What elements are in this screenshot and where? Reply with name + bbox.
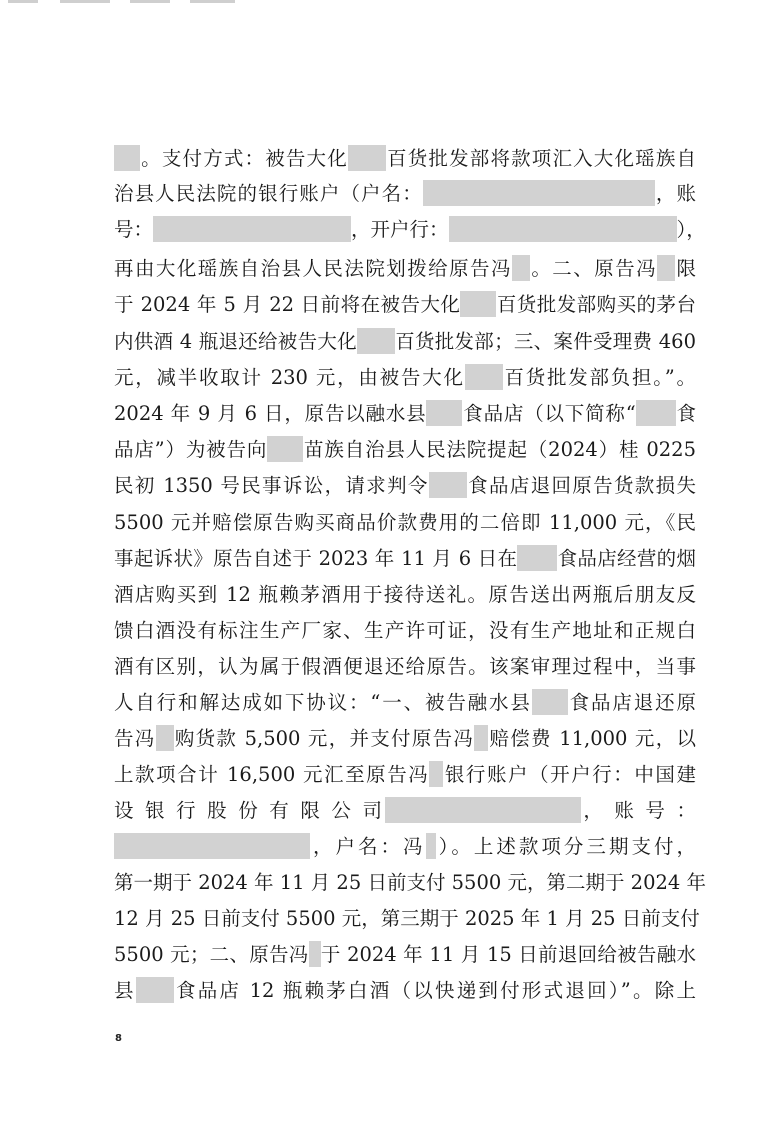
redaction-box — [465, 364, 503, 390]
text-line — [114, 578, 696, 612]
line-text: 食品店 12 瓶赖茅白酒（以快递到付形式退回）”。除上 — [173, 979, 696, 1002]
text-line — [114, 650, 696, 684]
line-text: 内供酒 4 瓶退还给被告大化 — [114, 330, 357, 353]
line-text: 民初 1350 号民事诉讼，请求判令 — [114, 474, 429, 497]
line-text: 设 银 行 股 份 有 限 公 司 — [114, 799, 385, 822]
redaction-box — [156, 725, 174, 751]
line-text: ，户名：冯 — [310, 835, 426, 858]
redaction-box — [474, 725, 488, 751]
line-text: 号： — [114, 218, 154, 241]
line-text: 5500 元；二、原告冯 — [114, 943, 309, 966]
line-text: 于 2024 年 5 月 22 日前将在被告大化 — [114, 293, 461, 316]
redaction-box — [426, 400, 462, 426]
line-text: ）， — [676, 218, 706, 241]
line-text: 食品店退回原告货款损失 — [466, 474, 696, 497]
text-line — [114, 830, 696, 864]
redaction-box — [114, 145, 140, 171]
redaction-box — [309, 941, 321, 967]
line-text: 百货批发部；三、案件受理费 460 — [394, 330, 697, 353]
text-line — [114, 686, 696, 720]
text-line — [114, 506, 696, 540]
redaction-box — [267, 436, 303, 462]
redaction-box — [512, 255, 530, 281]
line-text: ）。上述款项分三期支付， — [435, 835, 696, 858]
text-line — [114, 469, 696, 503]
redaction-box — [357, 328, 395, 354]
line-text: 告冯 — [114, 727, 156, 750]
text-line — [114, 794, 696, 828]
redaction-box — [636, 400, 676, 426]
redaction-box — [426, 833, 436, 859]
redaction-box — [153, 216, 351, 242]
line-text: 人自行和解达成如下协议：“一、被告融水县 — [114, 691, 532, 714]
line-text: 百货批发部将款项汇入大化瑶族自 — [385, 147, 696, 170]
redaction-box — [136, 977, 174, 1003]
redaction-box — [460, 291, 496, 317]
text-line — [114, 866, 706, 900]
redaction-box — [657, 255, 675, 281]
line-text: 酒有区别，认为属于假酒便退还给原告。该案审理过程中，当事 — [114, 655, 696, 678]
text-line — [114, 397, 696, 431]
text-line — [114, 177, 696, 211]
text-line — [114, 974, 696, 1008]
page-number: 8 — [115, 1033, 122, 1044]
line-text: 赔偿费 11,000 元，以 — [488, 727, 696, 750]
line-text: 12 月 25 日前支付 5500 元，第三期于 2025 年 1 月 25 日前支付 — [114, 907, 700, 930]
line-text: ，开户行： — [351, 218, 449, 241]
line-text: 限 — [675, 257, 696, 280]
line-text: 品店”）为被告向 — [114, 438, 268, 461]
line-text: 第一期于 2024 年 11 月 25 日前支付 5500 元，第二期于 2024 年 — [114, 871, 706, 894]
redaction-box — [385, 797, 581, 823]
line-text: 治县人民法院的银行账户（户名： — [114, 182, 423, 205]
line-text: 苗族自治县人民法院提起（2024）桂 0225 — [303, 438, 696, 461]
text-line — [114, 902, 700, 936]
text-line — [114, 213, 706, 247]
redaction-box — [423, 180, 655, 206]
text-line — [114, 325, 696, 359]
redaction-box — [429, 761, 443, 787]
line-text: 食品店（以下简称“ — [462, 402, 636, 425]
line-text: ， 账 号 ： — [580, 799, 696, 822]
line-text: 购货款 5,500 元，并支付原告冯 — [173, 727, 475, 750]
line-text: 馈白酒没有标注生产厂家、生产许可证，没有生产地址和正规白 — [114, 619, 696, 642]
redaction-box — [429, 472, 467, 498]
line-text: 食品店经营的烟 — [557, 547, 696, 570]
line-text: 百货批发部负担。”。 — [502, 366, 696, 389]
line-text: 元，减半收取计 230 元，由被告大化 — [114, 366, 465, 389]
text-line — [114, 288, 696, 322]
line-text: 事起诉状》原告自述于 2023 年 11 月 6 日在 — [114, 547, 518, 570]
line-text: 食 — [675, 402, 696, 425]
line-text: 酒店购买到 12 瓶赖茅酒用于接待送礼。原告送出两瓶后朋友反 — [114, 583, 696, 606]
line-text: 。二、原告冯 — [529, 257, 658, 280]
redaction-box — [449, 216, 677, 242]
text-line — [114, 722, 696, 756]
text-line — [114, 614, 696, 648]
line-text: 2024 年 9 月 6 日，原告以融水县 — [114, 402, 427, 425]
text-line — [114, 542, 696, 576]
redaction-box — [348, 145, 386, 171]
text-line — [114, 142, 696, 176]
line-text: 食品店退还原 — [567, 691, 696, 714]
line-text: 县 — [114, 979, 136, 1002]
line-text: 再由大化瑶族自治县人民法院划拨给原告冯 — [114, 257, 512, 280]
line-text: 。支付方式：被告大化 — [140, 147, 348, 170]
line-text: 5500 元并赔偿原告购买商品价款费用的二倍即 11,000 元，《民 — [114, 511, 696, 534]
line-text: 银行账户（开户行：中国建 — [443, 763, 696, 786]
text-line — [114, 938, 696, 972]
line-text: ，账 — [654, 182, 696, 205]
text-line — [114, 433, 696, 467]
line-text: 百货批发部购买的茅台 — [496, 293, 696, 316]
redaction-box — [517, 545, 557, 571]
text-line — [114, 252, 696, 286]
line-text: 上款项合计 16,500 元汇至原告冯 — [114, 763, 430, 786]
redaction-box — [532, 689, 568, 715]
redaction-box — [114, 833, 310, 859]
text-line — [114, 361, 696, 395]
line-text: 于 2024 年 11 月 15 日前退回给被告融水 — [320, 943, 696, 966]
text-line — [114, 758, 696, 792]
